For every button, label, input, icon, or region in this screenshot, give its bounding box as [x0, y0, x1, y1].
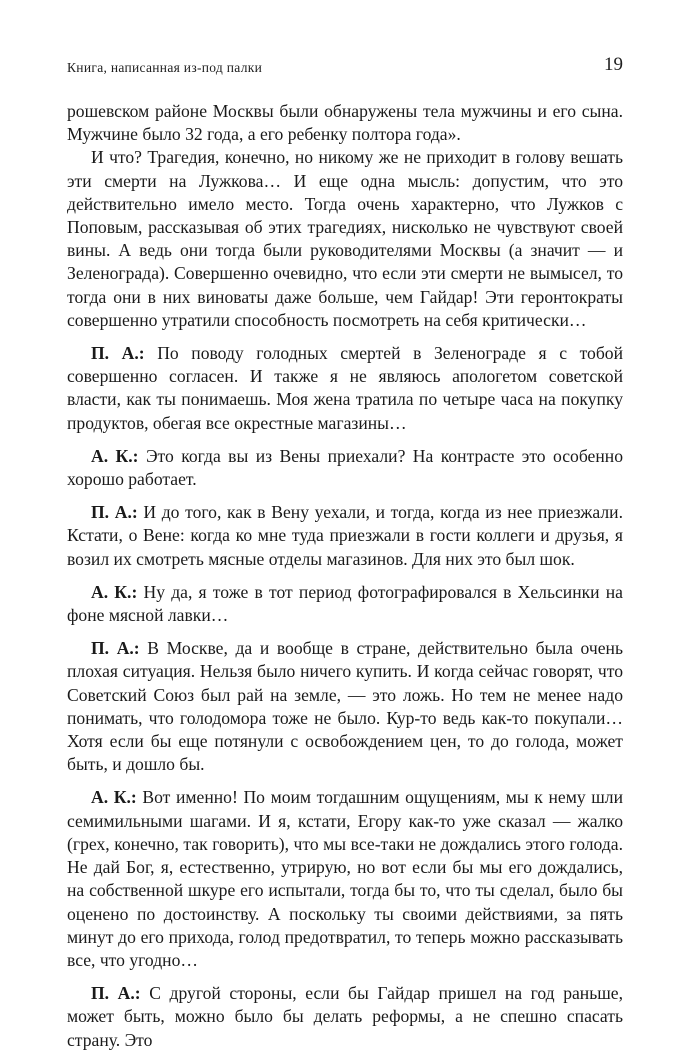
- dialogue-paragraph: [67, 982, 623, 1052]
- paragraph-text: И до того, как в Вену уехали, и тогда, когда из нее приезжали. Кстати, о Вене: когда ко мне туда приезжали в гости коллеги и друзья, я возил их смотреть мясные отделы магазинов. Для них это был шок.: [67, 502, 623, 569]
- running-title: Книга, написанная из-под палки: [67, 60, 263, 75]
- paragraph-text: По поводу голодных смертей в Зеленограде я с тобой совершенно согласен. И также я не являюсь апологетом советской власти, как ты понимаешь. Моя жена тратила по четыре часа на покупку продуктов, обегая все окрестные магазины…: [67, 343, 623, 433]
- dialogue-paragraph: [67, 581, 623, 627]
- speaker-label: А. К.:: [91, 787, 137, 808]
- paragraph-text: С другой стороны, если бы Гайдар пришел на год раньше, может быть, можно было бы делать реформы, а не спешно спасать страну. Это: [67, 983, 623, 1050]
- speaker-label: П. А.:: [91, 502, 138, 523]
- paragraph-text: рошевском районе Москвы были обнаружены тела мужчины и его сына. Мужчине было 32 года, а его ребенку полтора года».: [67, 101, 623, 145]
- paragraph-text: Ну да, я тоже в тот период фотографировался в Хельсинки на фоне мясной лавки…: [67, 581, 623, 626]
- speaker-label: А. К.:: [91, 581, 138, 602]
- speaker-label: П. А.:: [91, 638, 140, 659]
- paragraph-text: В Москве, да и вообще в стране, действительно была очень плохая ситуация. Нельзя было ничего купить. И когда сейчас говорят, что Советский Союз был рай на земле, — это ложь. Но тем не менее надо понимать, что голодомора тоже не было. Кур-то ведь как-то покупали… Хотя если бы еще потянули с освобождением цен, то до голода, может быть, и дошло бы.: [67, 638, 623, 775]
- page-number: 19: [604, 54, 623, 75]
- dialogue-paragraph: [67, 637, 623, 776]
- speaker-label: А. К.:: [91, 445, 139, 466]
- paragraph-text: И что? Трагедия, конечно, но никому же не приходит в голову вешать эти смерти на Лужкова… И еще одна мысль: допустим, что это действительно имело место. Тогда очень характерно, что Лужков с Поповым, рассказывая об этих трагедиях, нисколько не чувствуют своей вины. А ведь они тогда были руководителями Москвы (а значит — и Зеленограда). Совершенно очевидно, что если эти смерти не вымысел, то тогда они в них виноваты даже больше, чем Гайдар! Эти геронтократы совершенно утратили способность посмотреть на себя критически…: [67, 147, 623, 330]
- dialogue-paragraph: [67, 445, 623, 491]
- dialogue-paragraph: [67, 786, 623, 972]
- running-head: [67, 54, 623, 80]
- body-text: [67, 100, 623, 1052]
- speaker-label: П. А.:: [91, 343, 145, 364]
- paragraph: [67, 146, 623, 332]
- paragraph: [67, 100, 623, 146]
- dialogue-paragraph: [67, 342, 623, 435]
- paragraph-text: Вот именно! По моим тогдашним ощущениям, мы к нему шли семимильными шагами. И я, кстати, Егору как-то уже сказал — жалко (грех, конечно, так говорить), что мы все-таки не дождались этого голода. Не дай Бог, я, естественно, утрирую, но вот если бы мы его дождались, на собственной шкуре его испытали, тогда бы то, что ты сделал, было бы оценено по достоинству. А поскольку ты своими действиями, за пять минут до его прихода, голод предотвратил, то теперь можно рассказывать все, что угодно…: [67, 787, 623, 970]
- dialogue-paragraph: [67, 501, 623, 571]
- paragraph-text: Это когда вы из Вены приехали? На контрасте это особенно хорошо работает.: [67, 445, 623, 490]
- speaker-label: П. А.:: [91, 983, 141, 1004]
